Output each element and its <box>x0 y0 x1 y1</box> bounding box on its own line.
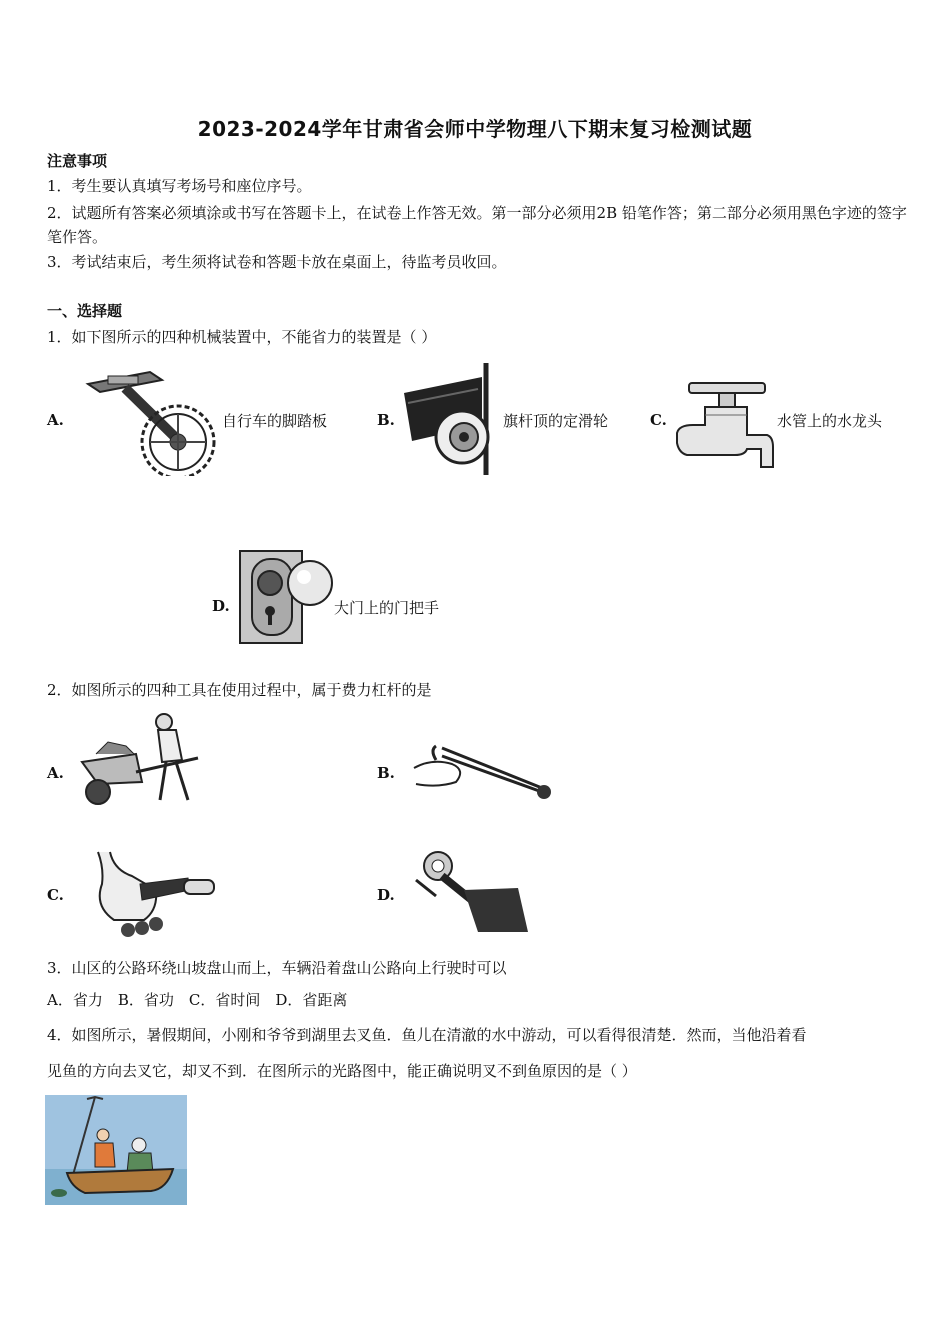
wheelbarrow-icon <box>78 710 204 806</box>
q2-option-b-label: B. <box>377 764 395 782</box>
q1-option-d-label: D. <box>212 597 230 615</box>
q1-option-a-caption: 自行车的脚踏板 <box>222 412 328 430</box>
q2-option-d-label: D. <box>377 886 395 904</box>
page-title: 2023-2024学年甘肃省会师中学物理八下期末复习检测试题 <box>197 117 753 141</box>
q2-option-c-label: C. <box>47 886 64 904</box>
notice-item-1: 1．考生要认真填写考场号和座位序号。 <box>47 177 312 195</box>
q1-option-c-label: C. <box>650 411 667 429</box>
q1-option-b-caption: 旗杆顶的定滑轮 <box>503 412 609 430</box>
section-heading: 一、选择题 <box>47 302 123 320</box>
q1-option-a-label: A. <box>47 411 64 429</box>
flagpole-pulley-icon <box>402 363 502 475</box>
notice-heading: 注意事项 <box>47 152 108 170</box>
question-3-stem: 3．山区的公路环绕山坡盘山而上，车辆沿着盘山公路向上行驶时可以 <box>47 959 507 977</box>
question-2-stem: 2．如图所示的四种工具在使用过程中，属于费力杠杆的是 <box>47 681 432 699</box>
notice-item-3: 3．考试结束后，考生须将试卷和答题卡放在桌面上，待监考员收回。 <box>47 253 507 271</box>
door-knob-icon <box>238 549 334 645</box>
wrench-icon <box>408 848 530 934</box>
q2-option-a-label: A. <box>47 764 64 782</box>
q1-option-c-caption: 水管上的水龙头 <box>777 412 883 430</box>
question-1-stem: 1．如下图所示的四种机械装置中，不能省力的装置是（ ） <box>47 328 437 346</box>
bicycle-pedal-icon <box>80 368 220 476</box>
question-4-line-2: 见鱼的方向去叉它，却叉不到．在图所示的光路图中，能正确说明叉不到鱼原因的是（ ） <box>47 1062 637 1080</box>
q1-option-d-caption: 大门上的门把手 <box>334 599 440 617</box>
question-3-options: A．省力 B．省功 C．省时间 D．省距离 <box>47 991 348 1009</box>
pliers-icon <box>84 850 216 940</box>
question-4-line-1: 4．如图所示，暑假期间，小刚和爷爷到湖里去叉鱼．鱼儿在清澈的水中游动，可以看得很清楚．然而，当他沿着看 <box>47 1026 807 1044</box>
fishing-boat-icon <box>45 1095 187 1205</box>
notice-item-2: 2．试题所有答案必须填涂或书写在答题卡上，在试卷上作答无效。第一部分必须用2B 铅笔作答；第二部分必须用黑色字迹的签字笔作答。 <box>47 204 907 246</box>
faucet-icon <box>675 375 775 473</box>
q1-option-b-label: B. <box>377 411 395 429</box>
tweezers-icon <box>412 728 554 800</box>
